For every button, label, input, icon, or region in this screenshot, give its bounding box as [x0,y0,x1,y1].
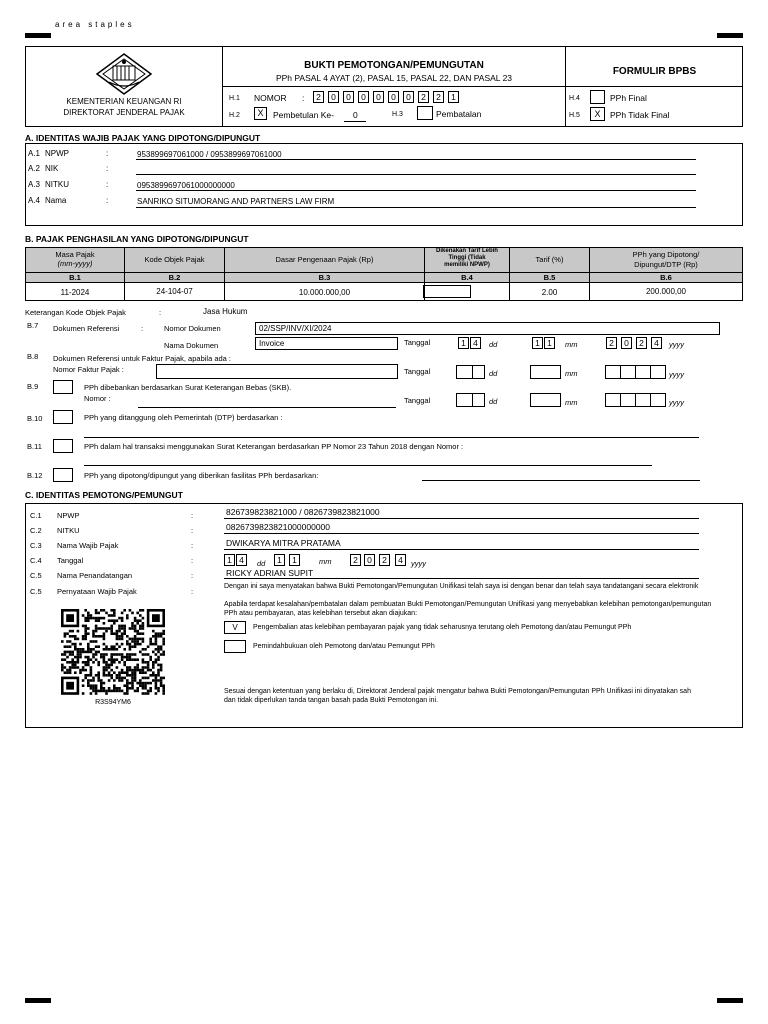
c5-penandatangan-value: RICKY ADRIAN SUPIT [226,568,314,578]
a3-nitku-value: 0953899697061000000000 [137,181,235,190]
pembatalan-checkbox[interactable] [417,106,433,120]
section-c-title: C. IDENTITAS PEMOTONG/PEMUNGUT [25,490,183,500]
pembetulan-checkbox[interactable]: X [254,107,267,120]
b3-dasar-value: 10.000.000,00 [298,288,351,297]
keterangan-value: Jasa Hukum [203,307,248,316]
b1-masa-value: 11-2024 [60,288,90,297]
opt-pengembalian-checkbox[interactable]: V [224,621,246,634]
b5-tarif-value: 2.00 [541,288,558,297]
statement-2: Apabila terdapat kesalahan/pembatalan dalam pembuatan Bukti Pemotongan/Pemungutan Unifikasi yang menyebabkan kelebihan pemotongan/pemungutan PPh atau pembayaran, atas kelebihan tersebut akan diajukan: [224,601,712,617]
b2-kode-value: 24-104-07 [156,287,193,296]
c3-nama-value: DWIKARYA MITRA PRATAMA [226,538,341,548]
statement-3: Sesuai dengan ketentuan yang berlaku di, Direktorat Jenderal pajak mengatur bahwa Bukti Pemotongan/Pemungutan PPh Unifikasi ini dinyatakan sah dan tidak diperlukan tanda tangan basah pada Bukti Pemotongan ini. [224,688,691,704]
statement-1: Dengan ini saya menyatakan bahwa Bukti Pemotongan/Pemungutan Unifikasi telah saya isi dengan benar dan telah saya tandatangani secara elektronik [224,583,699,590]
a1-npwp-value: 953899697061000 / 0953899697061000 [137,150,282,159]
b4-tarif-lebih-checkbox[interactable] [423,285,471,298]
h1-label: NOMOR [254,93,287,103]
corner-mark [25,33,51,38]
b12-fasilitas-checkbox[interactable] [53,468,73,482]
b7-nomor-dokumen-input[interactable]: 02/SSP/INV/XI/2024 [255,322,720,335]
opt-pemindahbukuan-checkbox[interactable] [224,640,246,653]
corner-mark [25,998,51,1003]
qr-code-icon [61,609,165,695]
form-subtitle: PPh PASAL 4 AYAT (2), PASAL 15, PASAL 22, DAN PASAL 23 [275,73,513,83]
b11-pp23-checkbox[interactable] [53,439,73,453]
b10-dtp-checkbox[interactable] [53,410,73,424]
ministry-emblem-icon [93,52,155,96]
ministry-line-1: KEMENTERIAN KEUANGAN RI [66,97,182,106]
c1-npwp-value: 826739823821000 / 0826739823821000 [226,507,380,517]
pembetulan-value: 0 [353,110,358,120]
pph-final-checkbox[interactable] [590,90,605,104]
ministry-line-2: DIREKTORAT JENDERAL PAJAK [63,108,185,117]
form-name: FORMULIR BPBS [612,66,697,77]
b9-skb-checkbox[interactable] [53,380,73,394]
corner-mark [717,998,743,1003]
qr-code-label: R3S94YM6 [95,699,131,706]
a4-nama-value: SANRIKO SITUMORANG AND PARTNERS LAW FIRM [137,197,335,206]
area-staples-label: area staples [55,20,135,29]
section-b-title: B. PAJAK PENGHASILAN YANG DIPOTONG/DIPUNGUT [25,234,249,244]
section-a-frame [25,143,743,226]
corner-mark [717,33,743,38]
section-b-table: Masa Pajak (mm-yyyy) Kode Objek Pajak Dasar Pengenaan Pajak (Rp) Dikenakan Tarif Lebih Tinggi (Tidak memiliki NPWP) Tarif (%) PPh yang Dipotong/ Dipungut/DTP (Rp) B.1 B.2 B.3 B.4 B.5 B.6 11-2024 24-104-07 10.000.000,00 2.00 200.000,00 [25,247,743,302]
b6-pph-value: 200.000,00 [645,287,687,296]
b7-nama-dokumen-input[interactable]: Invoice [255,337,398,350]
form-title: BUKTI PEMOTONGAN/PEMUNGUTAN [304,60,484,71]
c2-nitku-value: 0826739823821000000000 [226,522,331,532]
b8-nomor-faktur-input[interactable] [156,364,398,379]
pph-tidak-final-checkbox[interactable]: X [590,107,605,121]
h1-code: H.1 [229,95,240,102]
section-a-title: A. IDENTITAS WAJIB PAJAK YANG DIPOTONG/DIPUNGUT [25,133,261,143]
